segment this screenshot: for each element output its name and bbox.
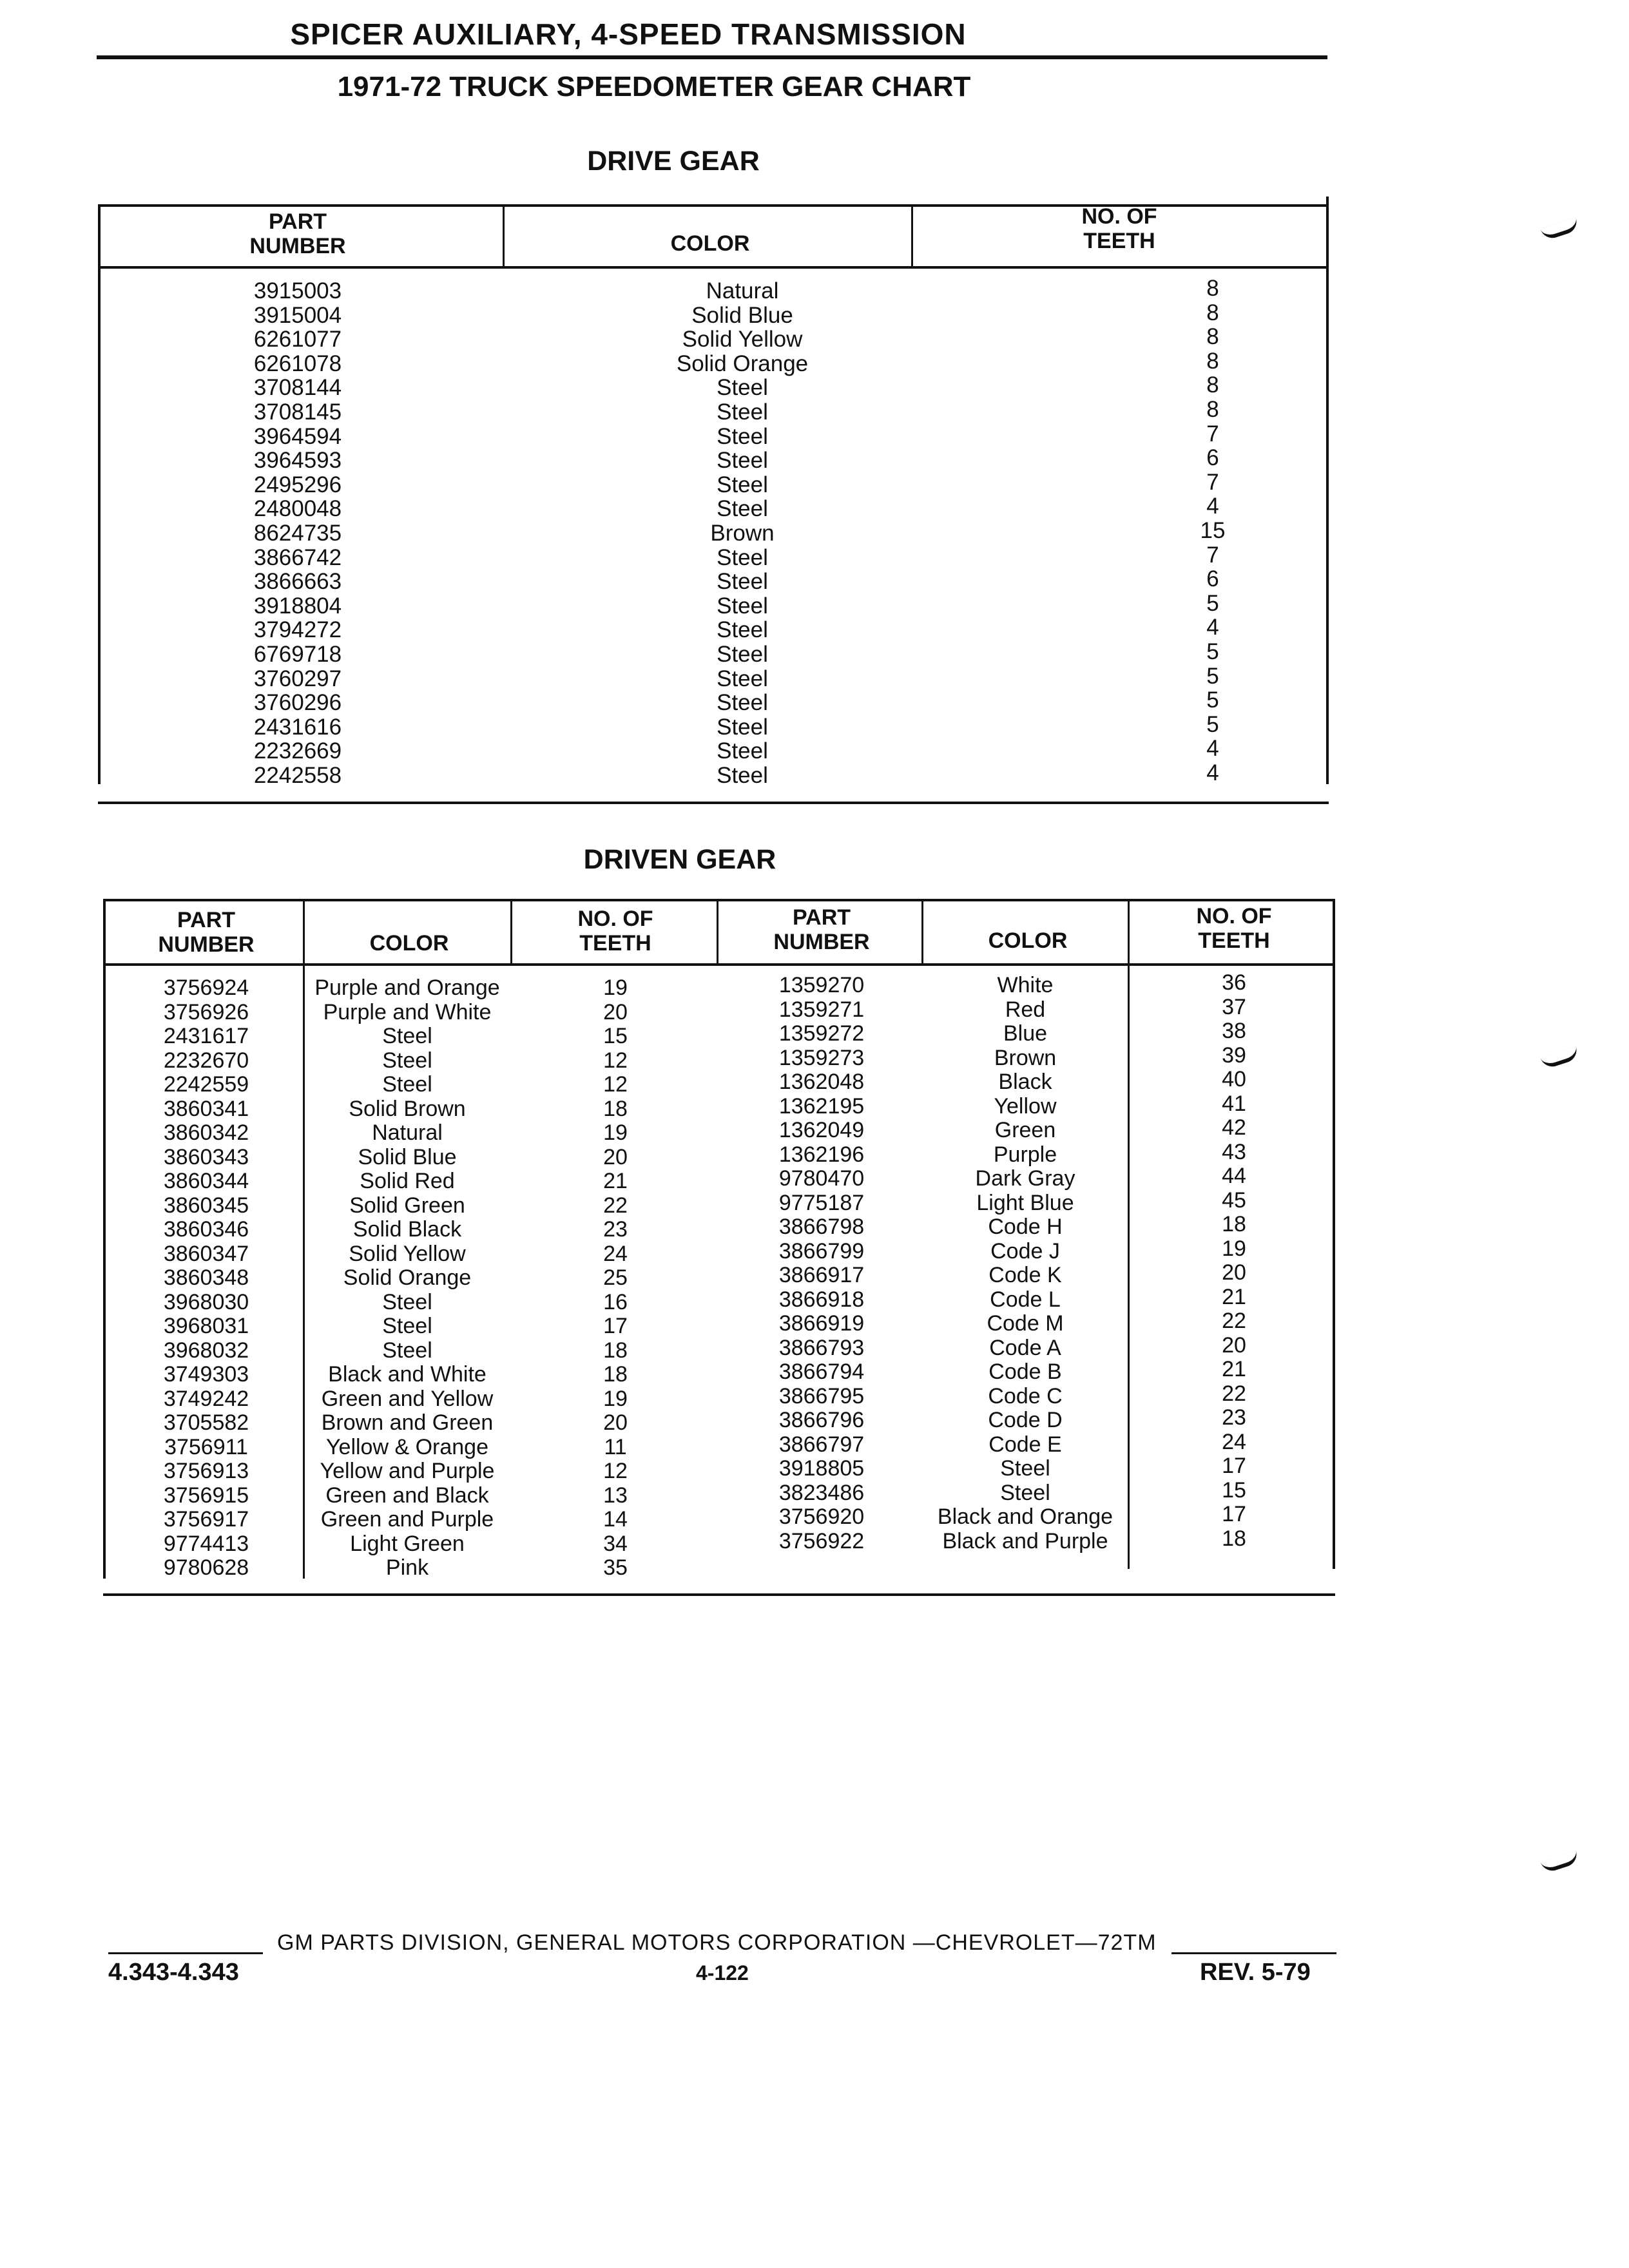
color-cell: Steel bbox=[717, 666, 768, 691]
column-divider bbox=[1128, 899, 1130, 1569]
footer-revision: REV. 5-79 bbox=[1200, 1959, 1311, 1986]
teeth-cell: 45 bbox=[1222, 1187, 1246, 1213]
color-cell: Steel bbox=[382, 1314, 432, 1338]
driven-gear-table bbox=[103, 899, 1335, 1608]
part-number-cell: 3760296 bbox=[253, 690, 342, 716]
teeth-cell: 21 bbox=[1222, 1357, 1246, 1381]
part-number-cell: 3708144 bbox=[253, 375, 342, 401]
part-number-cell: 3866742 bbox=[253, 544, 342, 570]
teeth-cell: 15 bbox=[1222, 1477, 1246, 1503]
teeth-cell: 12 bbox=[603, 1459, 628, 1483]
color-cell: Light Blue bbox=[976, 1190, 1074, 1215]
teeth-cell: 11 bbox=[604, 1434, 627, 1459]
teeth-cell: 42 bbox=[1222, 1115, 1246, 1140]
teeth-cell: 7 bbox=[1206, 542, 1219, 568]
part-number-cell: 3866794 bbox=[778, 1360, 865, 1384]
part-number-cell: 3860344 bbox=[163, 1169, 249, 1193]
color-cell: Code E bbox=[988, 1432, 1062, 1457]
teeth-cell: 18 bbox=[1222, 1212, 1246, 1236]
teeth-cell: 6 bbox=[1206, 445, 1219, 471]
table-border-bottom bbox=[98, 802, 1329, 804]
teeth-cell: 12 bbox=[603, 1048, 628, 1073]
color-cell: Solid Red bbox=[360, 1169, 455, 1193]
color-cell: Dark Gray bbox=[975, 1166, 1075, 1191]
color-cell: Solid Green bbox=[349, 1193, 465, 1218]
part-number-cell: 8624735 bbox=[253, 520, 342, 546]
footer-section-number: 4.343-4.343 bbox=[108, 1959, 239, 1986]
teeth-cell: 36 bbox=[1222, 970, 1246, 995]
teeth-cell: 38 bbox=[1222, 1019, 1246, 1043]
part-number-cell: 3866793 bbox=[778, 1335, 865, 1360]
teeth-cell: 18 bbox=[603, 1338, 628, 1363]
teeth-cell: 8 bbox=[1206, 276, 1219, 301]
footer-rule-right bbox=[1171, 1952, 1336, 1954]
part-number-cell: 3705582 bbox=[163, 1410, 249, 1435]
teeth-cell: 4 bbox=[1206, 760, 1219, 785]
color-cell: Steel bbox=[382, 1072, 432, 1097]
color-cell: Steel bbox=[717, 617, 768, 643]
page-subtitle: 1971-72 TRUCK SPEEDOMETER GEAR CHART bbox=[337, 71, 971, 102]
color-cell: Steel bbox=[382, 1289, 432, 1314]
teeth-cell: 16 bbox=[603, 1289, 628, 1314]
part-number-cell: 3756920 bbox=[778, 1504, 865, 1529]
part-number-cell: 9775187 bbox=[778, 1190, 865, 1215]
part-number-cell: 3756915 bbox=[163, 1483, 249, 1508]
column-header-color: COLOR bbox=[369, 931, 449, 956]
teeth-cell: 14 bbox=[603, 1507, 628, 1532]
part-number-cell: 3866918 bbox=[778, 1287, 865, 1312]
color-cell: Purple and Orange bbox=[314, 975, 500, 1000]
color-cell: Yellow & Orange bbox=[325, 1434, 488, 1459]
color-cell: Blue bbox=[1003, 1021, 1048, 1046]
teeth-cell: 21 bbox=[603, 1169, 628, 1193]
teeth-cell: 12 bbox=[603, 1072, 628, 1097]
part-number-cell: 9780628 bbox=[163, 1555, 249, 1580]
part-number-cell: 3968031 bbox=[163, 1314, 249, 1338]
color-column bbox=[304, 976, 510, 1581]
teeth-cell: 20 bbox=[1222, 1332, 1246, 1358]
teeth-cell: 8 bbox=[1206, 348, 1219, 374]
color-cell: Solid Orange bbox=[343, 1265, 472, 1290]
part-number-cell: 3756922 bbox=[778, 1528, 865, 1553]
part-number-column bbox=[116, 976, 296, 1581]
teeth-cell: 22 bbox=[1222, 1381, 1246, 1406]
color-cell: Code A bbox=[989, 1335, 1061, 1360]
color-cell: Black and White bbox=[328, 1362, 487, 1387]
part-number-cell: 6261077 bbox=[253, 327, 342, 352]
teeth-cell: 20 bbox=[603, 1144, 628, 1169]
teeth-cell: 15 bbox=[603, 1024, 628, 1048]
color-cell: Light Green bbox=[350, 1531, 465, 1556]
column-header-teeth-2: NO. OF TEETH bbox=[1196, 904, 1272, 953]
teeth-cell: 23 bbox=[603, 1217, 628, 1242]
binder-mark bbox=[1540, 1850, 1579, 1874]
teeth-cell: 20 bbox=[603, 1410, 628, 1435]
color-cell: Solid Yellow bbox=[682, 327, 803, 352]
column-header-part-number: PART NUMBER bbox=[158, 908, 255, 957]
part-number-cell: 3866799 bbox=[778, 1238, 865, 1264]
part-number-cell: 3860346 bbox=[163, 1217, 249, 1242]
part-number-cell: 3756911 bbox=[164, 1434, 248, 1459]
teeth-column bbox=[1148, 276, 1277, 785]
color-cell: Code D bbox=[988, 1408, 1063, 1432]
color-cell: Code K bbox=[988, 1263, 1062, 1287]
part-number-cell: 1359272 bbox=[778, 1021, 865, 1046]
part-number-cell: 2242559 bbox=[163, 1072, 249, 1097]
color-cell: Steel bbox=[717, 544, 768, 570]
color-cell: Solid Black bbox=[352, 1217, 462, 1242]
teeth-cell: 8 bbox=[1206, 300, 1219, 325]
color-cell: Steel bbox=[717, 569, 768, 595]
teeth-cell: 24 bbox=[1222, 1429, 1246, 1454]
color-cell: Solid Orange bbox=[676, 351, 809, 376]
driven-gear-heading: DRIVEN GEAR bbox=[583, 844, 776, 875]
teeth-cell: 19 bbox=[603, 1120, 628, 1145]
teeth-cell: 8 bbox=[1206, 372, 1219, 398]
teeth-cell: 20 bbox=[603, 999, 628, 1024]
part-number-cell: 3760297 bbox=[253, 666, 342, 691]
color-cell: Solid Yellow bbox=[349, 1241, 466, 1266]
part-number-cell: 2480048 bbox=[253, 496, 342, 522]
table-border-right bbox=[1326, 197, 1329, 784]
part-number-cell: 2232669 bbox=[253, 738, 342, 764]
part-number-cell: 3866798 bbox=[778, 1215, 865, 1239]
table-border-top bbox=[103, 899, 1335, 901]
teeth-cell: 43 bbox=[1222, 1139, 1246, 1164]
part-number-cell: 3860341 bbox=[163, 1096, 249, 1121]
teeth-cell: 17 bbox=[1222, 1454, 1246, 1478]
teeth-cell: 5 bbox=[1206, 663, 1219, 689]
column-divider bbox=[921, 899, 923, 966]
color-cell: White bbox=[997, 973, 1054, 997]
color-column bbox=[639, 279, 845, 787]
color-cell: Green bbox=[994, 1118, 1056, 1142]
part-number-cell: 3860343 bbox=[163, 1144, 249, 1169]
part-number-cell: 3866919 bbox=[778, 1311, 865, 1336]
color-cell: Steel bbox=[717, 472, 768, 497]
teeth-cell: 35 bbox=[603, 1555, 628, 1580]
color-cell: Steel bbox=[717, 593, 768, 619]
color-cell: Steel bbox=[717, 375, 768, 401]
part-number-cell: 3866796 bbox=[778, 1408, 865, 1432]
color-cell: Green and Black bbox=[325, 1483, 489, 1508]
part-number-cell: 3860348 bbox=[163, 1265, 249, 1290]
part-number-cell: 1359273 bbox=[778, 1045, 865, 1070]
teeth-cell: 15 bbox=[1200, 517, 1226, 543]
color-cell: Black and Purple bbox=[942, 1528, 1108, 1553]
column-header-teeth: NO. OF TEETH bbox=[1081, 204, 1157, 253]
part-number-cell: 6261078 bbox=[253, 351, 342, 376]
table-header-rule bbox=[103, 963, 1335, 966]
part-number-cell: 2431617 bbox=[163, 1024, 249, 1048]
teeth-cell: 41 bbox=[1222, 1091, 1246, 1116]
teeth-column bbox=[516, 976, 715, 1581]
part-number-cell: 3866663 bbox=[253, 569, 342, 595]
table-header-rule bbox=[98, 266, 1329, 269]
part-number-cell: 2242558 bbox=[253, 762, 342, 788]
part-number-cell: 3756917 bbox=[163, 1507, 249, 1532]
teeth-cell: 4 bbox=[1206, 494, 1219, 519]
part-number-cell: 3756924 bbox=[163, 975, 249, 1000]
column-divider bbox=[717, 899, 718, 966]
column-header-color-2: COLOR bbox=[988, 928, 1068, 953]
teeth-cell: 24 bbox=[603, 1241, 628, 1266]
part-number-cell: 3823486 bbox=[778, 1480, 865, 1505]
part-number-cell: 2232670 bbox=[163, 1048, 249, 1073]
color-cell: Steel bbox=[717, 762, 768, 788]
part-number-cell: 3708145 bbox=[253, 399, 342, 425]
teeth-cell: 34 bbox=[603, 1531, 628, 1556]
part-number-cell: 3964594 bbox=[253, 423, 342, 449]
part-number-cell: 9780470 bbox=[778, 1166, 865, 1191]
column-header-part-number-2: PART NUMBER bbox=[773, 905, 870, 954]
part-number-cell: 3749303 bbox=[163, 1362, 249, 1387]
color-cell: Natural bbox=[706, 278, 779, 303]
part-number-cell: 1359271 bbox=[778, 997, 865, 1022]
part-number-cell: 9774413 bbox=[163, 1531, 249, 1556]
color-cell: Code M bbox=[987, 1311, 1064, 1336]
part-number-cell: 3794272 bbox=[253, 617, 342, 643]
part-number-column-2 bbox=[722, 974, 921, 1553]
teeth-cell: 23 bbox=[1222, 1405, 1246, 1430]
teeth-cell: 13 bbox=[603, 1483, 628, 1508]
color-cell: Steel bbox=[382, 1338, 432, 1363]
part-number-cell: 1362196 bbox=[778, 1142, 865, 1167]
teeth-cell: 18 bbox=[1222, 1526, 1246, 1551]
teeth-cell: 5 bbox=[1206, 711, 1219, 737]
page-title: SPICER AUXILIARY, 4-SPEED TRANSMISSION bbox=[290, 17, 967, 51]
color-cell: Steel bbox=[717, 399, 768, 425]
binder-mark bbox=[1540, 218, 1579, 242]
color-cell: Solid Blue bbox=[358, 1144, 457, 1169]
teeth-cell: 7 bbox=[1206, 421, 1219, 447]
color-cell: Code B bbox=[988, 1360, 1062, 1384]
part-number-cell: 3866797 bbox=[778, 1432, 865, 1457]
part-number-cell: 3968032 bbox=[163, 1338, 249, 1363]
color-cell: Green and Purple bbox=[320, 1507, 494, 1532]
color-cell: Brown bbox=[994, 1045, 1057, 1070]
teeth-cell: 6 bbox=[1206, 566, 1219, 592]
part-number-cell: 3860347 bbox=[163, 1241, 249, 1266]
teeth-cell: 7 bbox=[1206, 469, 1219, 495]
title-rule bbox=[97, 55, 1327, 59]
color-cell: Steel bbox=[717, 738, 768, 764]
teeth-cell: 19 bbox=[603, 1386, 628, 1411]
teeth-cell: 20 bbox=[1222, 1260, 1246, 1285]
column-header-color: COLOR bbox=[670, 231, 750, 256]
teeth-cell: 18 bbox=[603, 1096, 628, 1121]
part-number-cell: 1362048 bbox=[778, 1070, 865, 1094]
teeth-cell: 8 bbox=[1206, 396, 1219, 422]
part-number-cell: 2495296 bbox=[253, 472, 342, 497]
part-number-cell: 3968030 bbox=[163, 1289, 249, 1314]
part-number-cell: 3915004 bbox=[253, 302, 342, 328]
color-cell: Brown bbox=[710, 520, 775, 546]
teeth-cell: 17 bbox=[1222, 1502, 1246, 1526]
binder-mark bbox=[1540, 1046, 1579, 1070]
teeth-cell: 5 bbox=[1206, 687, 1219, 713]
drive-gear-heading: DRIVE GEAR bbox=[587, 146, 760, 177]
part-number-cell: 6769718 bbox=[253, 641, 342, 667]
teeth-cell: 18 bbox=[603, 1362, 628, 1387]
part-number-column bbox=[195, 279, 401, 787]
part-number-cell: 1359270 bbox=[778, 973, 865, 997]
teeth-cell: 19 bbox=[1222, 1236, 1246, 1261]
teeth-cell: 37 bbox=[1222, 994, 1246, 1019]
color-cell: Purple and White bbox=[323, 999, 492, 1024]
color-cell: Steel bbox=[382, 1024, 432, 1048]
teeth-cell: 4 bbox=[1206, 736, 1219, 762]
teeth-cell: 17 bbox=[603, 1314, 628, 1338]
teeth-cell: 4 bbox=[1206, 615, 1219, 640]
part-number-cell: 3918805 bbox=[778, 1456, 865, 1481]
table-border-left bbox=[103, 899, 106, 1579]
teeth-cell: 8 bbox=[1206, 324, 1219, 350]
color-cell: Solid Brown bbox=[349, 1096, 466, 1121]
color-cell: Black bbox=[998, 1070, 1052, 1094]
color-cell: Brown and Green bbox=[321, 1410, 494, 1435]
color-cell: Code L bbox=[990, 1287, 1061, 1312]
color-cell: Yellow bbox=[994, 1093, 1057, 1119]
part-number-cell: 3866917 bbox=[778, 1263, 865, 1287]
teeth-cell: 22 bbox=[603, 1193, 628, 1218]
teeth-cell: 40 bbox=[1222, 1067, 1246, 1091]
column-divider bbox=[503, 204, 505, 269]
color-cell: Solid Blue bbox=[691, 302, 793, 328]
teeth-cell: 5 bbox=[1206, 590, 1219, 616]
part-number-cell: 3918804 bbox=[253, 593, 342, 619]
color-cell: Steel bbox=[717, 690, 768, 716]
drive-gear-table bbox=[98, 197, 1329, 786]
part-number-cell: 3860345 bbox=[163, 1193, 249, 1218]
table-border-bottom bbox=[103, 1593, 1335, 1596]
part-number-cell: 3756926 bbox=[163, 999, 249, 1024]
color-cell: Steel bbox=[1000, 1456, 1050, 1481]
teeth-cell: 39 bbox=[1222, 1043, 1246, 1068]
color-cell: Pink bbox=[385, 1555, 429, 1580]
part-number-cell: 3964593 bbox=[253, 448, 342, 474]
color-cell: Natural bbox=[372, 1120, 443, 1145]
color-cell: Code H bbox=[988, 1215, 1063, 1239]
color-column-2 bbox=[924, 974, 1126, 1553]
teeth-cell: 19 bbox=[603, 975, 628, 1000]
teeth-column-2 bbox=[1134, 971, 1334, 1551]
color-cell: Purple bbox=[993, 1142, 1057, 1167]
color-cell: Steel bbox=[382, 1048, 432, 1073]
part-number-cell: 1362195 bbox=[778, 1093, 865, 1119]
color-cell: Code J bbox=[990, 1238, 1060, 1264]
part-number-cell: 3756913 bbox=[163, 1459, 249, 1483]
color-cell: Steel bbox=[717, 448, 768, 474]
column-header-part-number: PART NUMBER bbox=[249, 209, 346, 258]
part-number-cell: 1362049 bbox=[778, 1118, 865, 1142]
teeth-cell: 21 bbox=[1222, 1284, 1246, 1309]
part-number-cell: 3915003 bbox=[253, 278, 342, 303]
color-cell: Steel bbox=[717, 496, 768, 522]
teeth-cell: 44 bbox=[1222, 1164, 1246, 1188]
footer-rule-left bbox=[108, 1952, 263, 1954]
part-number-cell: 3860342 bbox=[163, 1120, 249, 1145]
part-number-cell: 3866795 bbox=[778, 1383, 865, 1408]
color-cell: Steel bbox=[717, 641, 768, 667]
color-cell: Code C bbox=[988, 1383, 1063, 1408]
part-number-cell: 3749242 bbox=[163, 1386, 249, 1411]
part-number-cell: 2431616 bbox=[253, 714, 342, 740]
color-cell: Steel bbox=[717, 714, 768, 740]
teeth-cell: 25 bbox=[603, 1265, 628, 1290]
footer-page-number: 4-122 bbox=[696, 1961, 749, 1984]
column-header-teeth: NO. OF TEETH bbox=[577, 907, 653, 956]
teeth-cell: 5 bbox=[1206, 639, 1219, 664]
color-cell: Steel bbox=[1000, 1480, 1050, 1505]
color-cell: Yellow and Purple bbox=[320, 1459, 495, 1483]
column-divider bbox=[911, 204, 913, 269]
color-cell: Black and Orange bbox=[937, 1504, 1113, 1529]
teeth-cell: 22 bbox=[1222, 1309, 1246, 1333]
footer-publisher: GM PARTS DIVISION, GENERAL MOTORS CORPORATION —CHEVROLET—72TM bbox=[277, 1930, 1157, 1955]
color-cell: Steel bbox=[717, 423, 768, 449]
color-cell: Green and Yellow bbox=[321, 1386, 494, 1411]
column-divider bbox=[510, 899, 512, 966]
color-cell: Red bbox=[1005, 997, 1046, 1022]
table-border-left bbox=[98, 204, 101, 784]
